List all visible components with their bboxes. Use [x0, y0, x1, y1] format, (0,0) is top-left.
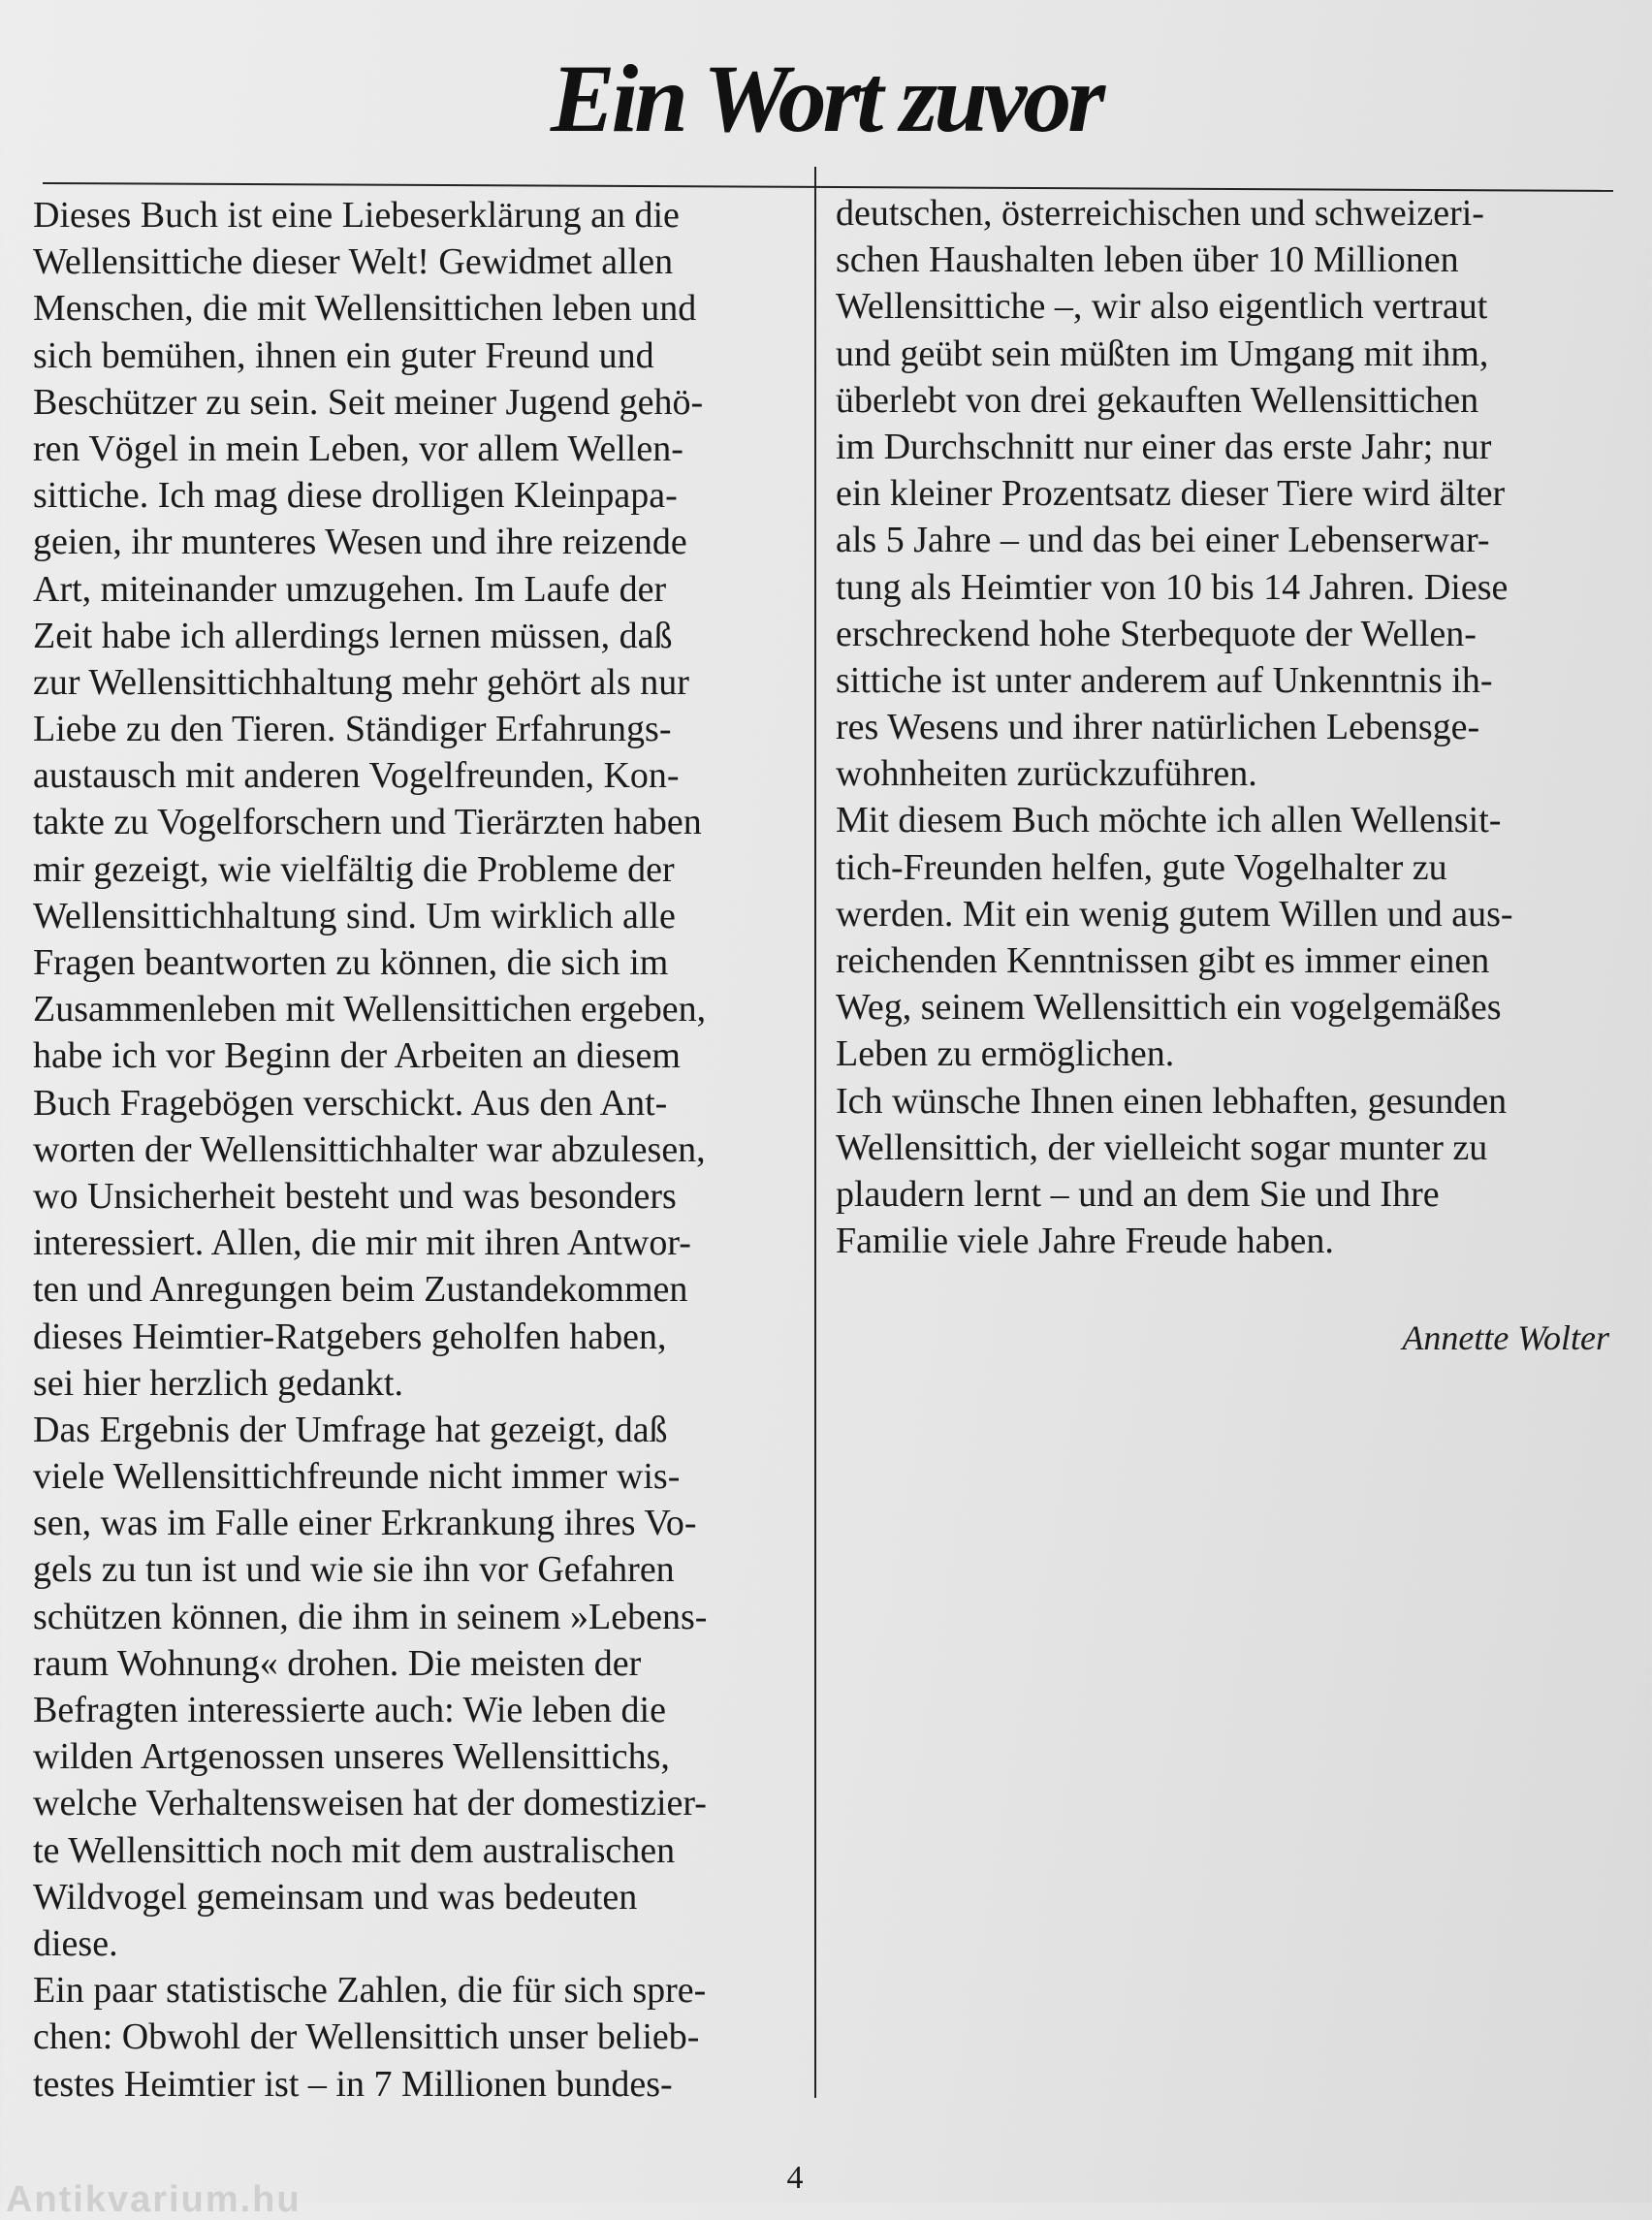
text-line: gels zu tun ist und wie sie ihn vor Gefahren: [33, 1549, 675, 1591]
text-line: sittiche. Ich mag diese drolligen Kleinpapa-: [33, 475, 678, 517]
text-line: worten der Wellensittichhalter war abzulesen,: [33, 1128, 706, 1170]
text-line: sittiche ist unter anderem auf Unkenntnis ih-: [836, 659, 1493, 701]
text-line: Ich wünsche Ihnen einen lebhaften, gesunden: [836, 1080, 1508, 1122]
watermark: Antikvarium.hu: [6, 2179, 302, 2220]
text-line: Fragen beantworten zu können, die sich im: [33, 942, 669, 983]
column-divider: [814, 167, 816, 2098]
text-line: ein kleiner Prozentsatz dieser Tiere wird älter: [836, 473, 1506, 515]
text-line: habe ich vor Beginn der Arbeiten an diesem: [33, 1035, 681, 1077]
right-column: [836, 190, 1621, 1264]
text-line: im Durchschnitt nur einer das erste Jahr; nur: [836, 426, 1492, 467]
text-line: Leben zu ermöglichen.: [836, 1033, 1175, 1075]
text-line: Befragten interessierte auch: Wie leben die: [33, 1690, 666, 1730]
text-line: dieses Heimtier-Ratgebers geholfen haben,: [33, 1316, 667, 1357]
text-line: chen: Obwohl der Wellensittich unser belieb-: [33, 2016, 700, 2058]
text-line: tung als Heimtier von 10 bis 14 Jahren. Diese: [836, 566, 1509, 608]
text-line: te Wellensittich noch mit dem australischen: [33, 1829, 676, 1871]
text-line: viele Wellensittichfreunde nicht immer wis-: [33, 1456, 681, 1498]
page-number: 4: [786, 2160, 804, 2196]
text-line: diese.: [33, 1922, 118, 1964]
text-line: Beschützer zu sein. Seit meiner Jugend gehö-: [33, 381, 704, 423]
text-line: Mit diesem Buch möchte ich allen Wellensit-: [836, 800, 1502, 841]
text-line: ren Vögel in mein Leben, vor allem Wellen-: [33, 428, 683, 469]
text-line: sen, was im Falle einer Erkrankung ihres Vo-: [33, 1503, 697, 1544]
text-line: schützen können, die ihm in seinem »Lebens-: [33, 1596, 708, 1637]
text-line: austausch mit anderen Vogelfreunden, Kon-: [33, 755, 680, 797]
left-column: [33, 192, 799, 2108]
text-line: testes Heimtier ist – in 7 Millionen bundes-: [33, 2063, 673, 2105]
text-line: wilden Artgenossen unseres Wellensittichs,: [33, 1736, 670, 1778]
text-line: tich-Freunden helfen, gute Vogelhalter zu: [836, 846, 1447, 888]
text-line: plaudern lernt – und an dem Sie und Ihre: [836, 1173, 1440, 1215]
page-title: Ein Wort zuvor: [550, 45, 1102, 152]
text-line: Zusammenleben mit Wellensittichen ergeben,: [33, 989, 707, 1031]
text-line: Zeit habe ich allerdings lernen müssen, daß: [33, 615, 673, 656]
text-line: Art, miteinander umzugehen. Im Laufe der: [33, 568, 667, 610]
text-line: welche Verhaltensweisen hat der domestizier-: [33, 1783, 707, 1824]
text-line: Wellensittiche dieser Welt! Gewidmet allen: [33, 241, 674, 283]
text-line: Wellensittichhaltung sind. Um wirklich alle: [33, 895, 676, 936]
text-line: interessiert. Allen, die mir mit ihren Antwor-: [33, 1222, 691, 1264]
text-line: ten und Anregungen beim Zustandekommen: [33, 1269, 688, 1311]
text-line: und geübt sein müßten im Umgang mit ihm,: [836, 333, 1489, 374]
text-line: Wildvogel gemeinsam und was bedeuten: [33, 1876, 638, 1918]
text-line: takte zu Vogelforschern und Tierärzten haben: [33, 802, 702, 843]
text-line: werden. Mit ein wenig gutem Willen und aus-: [836, 893, 1513, 935]
text-line: sei hier herzlich gedankt.: [33, 1362, 403, 1404]
text-line: res Wesens und ihrer natürlichen Lebensge-: [836, 707, 1480, 748]
text-line: schen Haushalten leben über 10 Millionen: [836, 239, 1459, 281]
text-line: deutschen, österreichischen und schweizeri-: [836, 193, 1484, 234]
text-line: zur Wellensittichhaltung mehr gehört als nur: [33, 661, 689, 703]
text-line: Wellensittich, der vielleicht sogar munter zu: [836, 1126, 1488, 1168]
text-line: mir gezeigt, wie vielfältig die Probleme der: [33, 848, 675, 890]
text-line: überlebt von drei gekauften Wellensittichen: [836, 379, 1479, 421]
author-signature: Annette Wolter: [1402, 1318, 1609, 1357]
text-line: Das Ergebnis der Umfrage hat gezeigt, daß: [33, 1409, 668, 1450]
text-line: Ein paar statistische Zahlen, die für sich spre-: [33, 1970, 707, 2012]
text-line: Menschen, die mit Wellensittichen leben und: [33, 288, 697, 330]
text-line: wo Unsicherheit besteht und was besonders: [33, 1175, 677, 1217]
text-line: wohnheiten zurückzuführen.: [836, 753, 1257, 795]
text-line: geien, ihr munteres Wesen und ihre reizende: [33, 522, 687, 563]
text-line: Liebe zu den Tieren. Ständiger Erfahrungs-: [33, 709, 672, 750]
text-line: sich bemühen, ihnen ein guter Freund und: [33, 334, 654, 376]
text-line: reichenden Kenntnissen gibt es immer einen: [836, 940, 1490, 981]
text-line: Buch Fragebögen verschickt. Aus den Ant-: [33, 1082, 668, 1124]
text-line: Familie viele Jahre Freude haben.: [836, 1221, 1334, 1262]
text-line: Dieses Buch ist eine Liebeserklärung an die: [33, 195, 680, 236]
text-line: raum Wohnung« drohen. Die meisten der: [33, 1642, 642, 1684]
text-line: als 5 Jahre – und das bei einer Lebenserwar-: [836, 520, 1490, 561]
text-line: Weg, seinem Wellensittich ein vogelgemäßes: [836, 987, 1502, 1029]
text-line: Wellensittiche –, wir also eigentlich vertraut: [836, 286, 1488, 328]
text-line: erschreckend hohe Sterbequote der Wellen-: [836, 613, 1477, 654]
